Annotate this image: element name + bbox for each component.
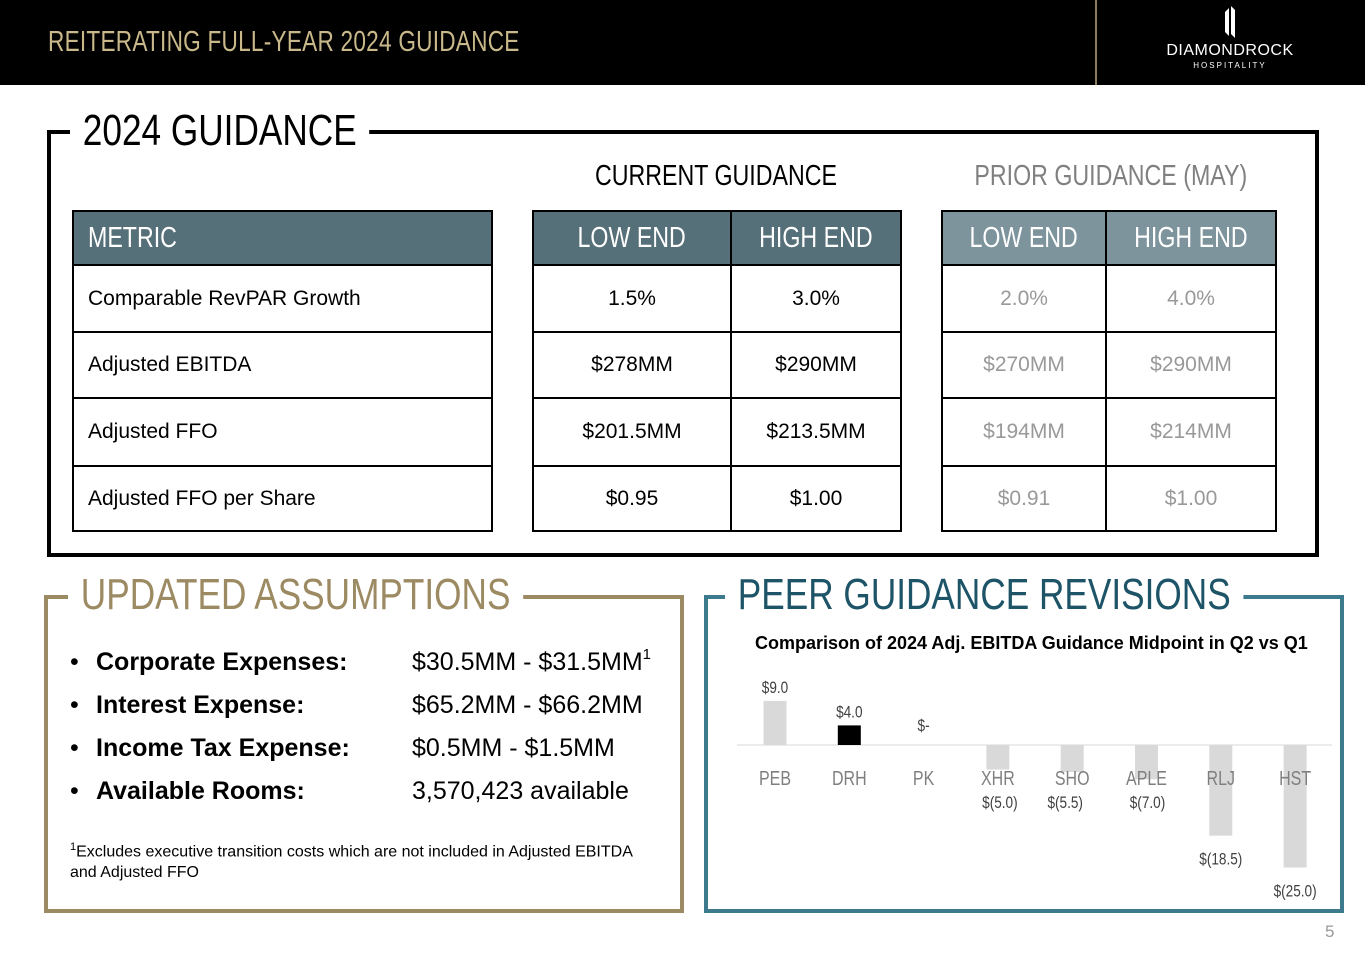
tick-label-sho: SHO (1054, 767, 1090, 790)
prior-guidance-table (941, 210, 1277, 532)
assumption-label: Corporate Expenses: (96, 648, 348, 676)
current-high-cell: $213.5MM (731, 398, 901, 466)
prior-high-cell: $214MM (1106, 398, 1276, 466)
company-logo (1150, 6, 1310, 76)
bar-xhr (986, 745, 1009, 770)
diamondrock-logo-icon (1223, 6, 1237, 40)
footnote (70, 837, 650, 883)
tick-label-hst: HST (1279, 767, 1312, 790)
tick-label-pk: PK (912, 767, 935, 790)
logo-name: DIAMONDROCK (1166, 42, 1294, 59)
prior-high-cell: $1.00 (1106, 466, 1276, 531)
prior-high-cell: $290MM (1106, 332, 1276, 398)
data-label-aple: $(7.0) (1129, 793, 1166, 813)
current-high-cell: $1.00 (731, 466, 901, 531)
chart-title: Comparison of 2024 Adj. EBITDA Guidance Midpoint in Q2 vs Q1 (755, 633, 1308, 653)
metric-cell: Comparable RevPAR Growth (73, 265, 492, 332)
metric-cell: Adjusted FFO per Share (73, 466, 492, 531)
bullet: • (70, 648, 79, 676)
prior-low-cell: 2.0% (942, 265, 1106, 332)
table-row (533, 398, 901, 466)
prior-high-header: HIGH END (1106, 211, 1276, 265)
data-label-peb: $9.0 (761, 678, 789, 698)
table-row (533, 466, 901, 531)
bar-drh (838, 725, 861, 745)
current-low-cell: $201.5MM (533, 398, 731, 466)
assumption-label: Available Rooms: (96, 777, 305, 805)
table-row (73, 398, 492, 466)
slide-title: REITERATING FULL-YEAR 2024 GUIDANCE (48, 26, 520, 58)
footnote-mark: 1 (70, 841, 77, 853)
current-high-cell: 3.0% (731, 265, 901, 332)
current-guidance-heading: CURRENT GUIDANCE (595, 160, 837, 192)
prior-low-cell: $0.91 (942, 466, 1106, 531)
page-number: 5 (1325, 922, 1335, 941)
header-divider (1095, 0, 1097, 85)
data-label-xhr: $(5.0) (982, 793, 1018, 813)
peer-title: PEER GUIDANCE REVISIONS (725, 570, 1244, 620)
tick-label-xhr: XHR (981, 767, 1015, 790)
assumption-label: Interest Expense: (96, 691, 305, 719)
current-low-cell: $278MM (533, 332, 731, 398)
assumptions-title: UPDATED ASSUMPTIONS (68, 570, 523, 620)
bar-hst (1284, 745, 1307, 868)
prior-low-cell: $270MM (942, 332, 1106, 398)
metric-cell: Adjusted FFO (73, 398, 492, 466)
tick-label-drh: DRH (831, 767, 867, 790)
data-label-hst: $(25.0) (1273, 882, 1317, 901)
guidance-title: 2024 GUIDANCE (70, 106, 369, 156)
table-row (942, 265, 1276, 332)
table-row (533, 265, 901, 332)
data-label-drh: $4.0 (836, 703, 863, 722)
logo-subtitle: HOSPITALITY (1193, 61, 1267, 70)
table-row (73, 265, 492, 332)
current-guidance-table (532, 210, 902, 532)
metric-header: METRIC (73, 211, 492, 265)
prior-low-header: LOW END (942, 211, 1106, 265)
table-row (73, 332, 492, 398)
current-low-header: LOW END (533, 211, 731, 265)
table-row (73, 466, 492, 531)
header-bar (0, 0, 1365, 85)
bar-rlj (1209, 745, 1232, 836)
table-row (942, 466, 1276, 531)
prior-guidance-heading: PRIOR GUIDANCE (MAY) (974, 160, 1248, 192)
assumption-value: $30.5MM - $\$31.5MM^1$ (412, 646, 651, 676)
prior-low-cell: $194MM (942, 398, 1106, 466)
bullet: • (70, 777, 79, 805)
peer-bar-chart (706, 660, 1342, 910)
assumption-label: Income Tax Expense: (96, 734, 350, 762)
table-row (942, 398, 1276, 466)
data-label-rlj: $(18.5) (1199, 850, 1243, 870)
tick-label-aple: APLE (1126, 767, 1167, 790)
metric-table (72, 210, 493, 532)
table-row (942, 332, 1276, 398)
bullet: • (70, 734, 79, 762)
metric-cell: Adjusted EBITDA (73, 332, 492, 398)
assumption-value: $65.2MM - $66.2MM (412, 691, 643, 719)
data-label-sho: $(5.5) (1047, 793, 1083, 813)
bar-peb (764, 701, 787, 745)
current-low-cell: $0.95 (533, 466, 731, 531)
assumption-value: 3,570,423 available (412, 777, 629, 805)
current-high-cell: $290MM (731, 332, 901, 398)
table-row (533, 332, 901, 398)
bullet: • (70, 691, 79, 719)
current-high-header: HIGH END (731, 211, 901, 265)
tick-label-rlj: RLJ (1206, 767, 1236, 790)
data-label-pk: $- (917, 716, 930, 736)
prior-high-cell: 4.0% (1106, 265, 1276, 332)
tick-label-peb: PEB (758, 767, 792, 790)
footnote-text: Excludes executive transition costs which are not included in Adjusted EBITDA and Adjusted FFO (70, 843, 632, 882)
footnote-ref: 1 (642, 646, 651, 663)
assumption-value: $0.5MM - $1.5MM (412, 734, 615, 762)
current-low-cell: 1.5% (533, 265, 731, 332)
